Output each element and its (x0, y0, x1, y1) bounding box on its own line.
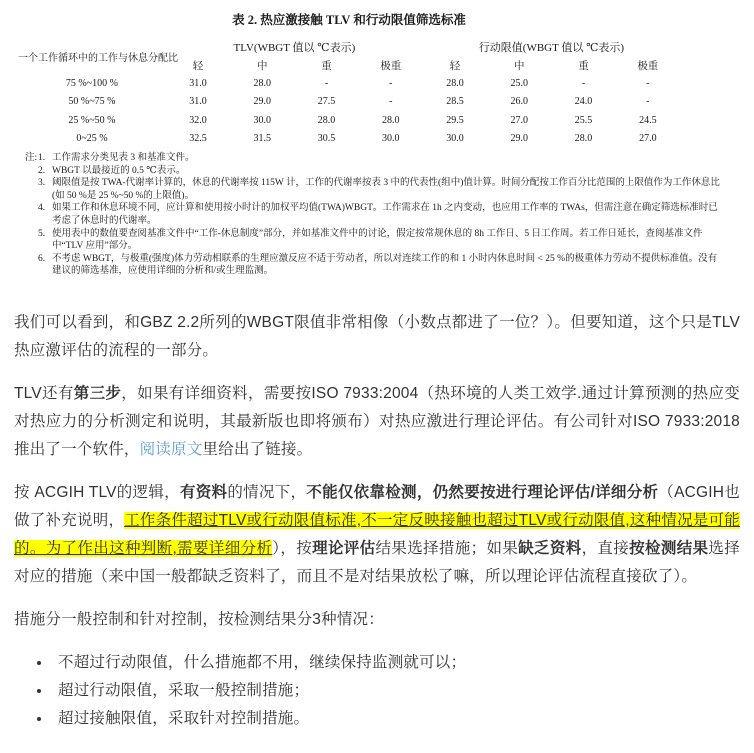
cell: 31.0 (189, 96, 207, 108)
col-header-light-tlv: 轻 (192, 60, 204, 72)
cell: - (581, 77, 586, 89)
action-limit-group-header: 行动限值(WBGT 值以 ℃表示) (478, 42, 625, 54)
cell: 26.0 (510, 96, 529, 108)
bold-not-only-testing: 不能仅依靠检测，仍然要按进行理论评估/详细分析 (306, 483, 659, 501)
row-label: 75 %~100 % (65, 77, 118, 89)
note-text: 工作需求分类见表 3 和基准文件。 (52, 153, 195, 163)
text-segment: ，直接 (581, 539, 630, 557)
cell: - (646, 96, 650, 108)
cell: 30.0 (446, 133, 464, 145)
table-note (38, 152, 724, 165)
note-text: 不考虑 WBGT，与极重(强度)体力劳动相联系的生理应激反应不适于劳动者，所以对连续工作的和 1 小时内休息时间 < 25 %的极重体力劳动不提供标准值。没有建议的筛选基准，应使用详细的分析和/或生理监测。 (52, 253, 718, 277)
text-segment: 的情况下， (227, 483, 307, 501)
table-row (18, 130, 680, 149)
highlighted-note: 工作条件超过TLV或行动限值标准,不一定反映接触也超过TLV或行动限值,这种情况是可能的。为了作出这种判断,需要详细分析 (14, 511, 740, 557)
cell: 24.0 (574, 96, 593, 108)
col-header-veryheavy-al: 极重 (637, 60, 659, 72)
table-note (38, 202, 724, 227)
table-note (38, 253, 724, 278)
cell: - (324, 77, 329, 89)
cell: 27.0 (510, 114, 529, 126)
cell: 30.0 (382, 133, 400, 145)
tlv-table-section (0, 0, 754, 278)
table-row (18, 93, 680, 112)
cell: 28.0 (446, 77, 464, 89)
cell: 29.0 (253, 96, 272, 108)
bold-lack-of-data: 缺乏资料 (518, 539, 582, 557)
note-text: WBGT 以最接近的 0.5 ℃表示。 (52, 165, 186, 176)
note-number: 5. (38, 228, 46, 239)
table-notes (25, 152, 724, 278)
note-number: 3. (38, 178, 46, 189)
col-header-veryheavy-tlv: 极重 (380, 60, 402, 72)
paragraph-measures-intro: 措施分一般控制和针对控制，按检测结果分3种情况： (14, 610, 384, 628)
cell: 28.0 (382, 114, 400, 126)
col-header-light-al: 轻 (449, 60, 461, 72)
paragraph-observation: 我们可以看到，和GBZ 2.2所列的WBGT限值非常相像（小数点都进了一位？）。但要知道，这个只是TLV热应激评估的流程的一部分。 (14, 313, 740, 359)
cell: - (646, 77, 650, 89)
cell: - (389, 77, 393, 89)
note-number: 6. (38, 253, 46, 264)
cell: 27.0 (639, 133, 657, 145)
tlv-group-header: TLV(WBGT 值以 ℃表示) (233, 42, 356, 54)
measure-cases-list (14, 649, 740, 733)
cell: 30.5 (317, 133, 336, 145)
note-number: 4. (38, 203, 46, 214)
cell: 25.0 (510, 77, 529, 89)
bold-theoretical-eval: 理论评估 (312, 539, 376, 557)
text-segment: 结果选择措施；如果 (375, 539, 519, 557)
table-group-header-row (18, 38, 680, 56)
cell: 28.0 (574, 133, 593, 145)
cell: 27.5 (317, 96, 336, 108)
text-segment: ，如果有详细资料，需要按ISO 7933:2004（热环境的人类工效学.通过计算预测的热应变对热应力的分析测定和说明，其最新版也即将颁布）对热应激进行理论评估。有公司针对ISO 7933:2018推出了一个软件， (14, 384, 740, 458)
cell: 24.5 (639, 114, 657, 126)
table-title: 表 2. 热应激接触 TLV 和行动限值筛选标准 (232, 13, 466, 27)
paragraph-acgih-logic (14, 479, 740, 591)
table-row (18, 111, 680, 130)
cell: 28.0 (253, 77, 272, 89)
cell: 29.0 (510, 133, 529, 145)
bold-third-step: 第三步 (73, 384, 122, 402)
row-label: 50 %~75 % (68, 96, 116, 108)
table-corner-header: 一个工作循环中的工作与休息分配比 (18, 52, 178, 64)
row-label: 25 %~50 % (68, 114, 116, 126)
list-item-above-action-limit: • 超过行动限值，采取一般控制措施； (52, 677, 740, 705)
bold-has-data: 有资料 (179, 483, 228, 501)
col-header-moderate-al: 中 (514, 60, 525, 72)
table-note (38, 165, 724, 178)
cell: 29.5 (446, 114, 464, 126)
cell: 28.5 (446, 96, 464, 108)
col-header-heavy-al: 重 (578, 60, 589, 72)
col-header-moderate-tlv: 中 (257, 60, 268, 72)
cell: 31.0 (189, 77, 207, 89)
paragraph-third-step (14, 380, 740, 464)
article-body (0, 309, 754, 733)
note-text: 如果工作和休息环境不同，应计算和使用按小时计的加权平均值(TWA)WBGT。工作需求在 1h 之内变动，也应用工作率的 TWAs，但需注意在确定筛选标准时已考虑了休息时的代谢率。 (52, 203, 718, 226)
cell: 25.5 (574, 114, 593, 126)
text-segment: ），按 (272, 539, 313, 557)
cell: 30.0 (253, 114, 272, 126)
note-number: 2. (38, 165, 46, 176)
note-text: 使用表中的数值要查阅基准文件中“工作-休息制度”部分，并如基准文件中的讨论，假定按常规休息的 8h 工作日、5 日工作周。若工作日延长，查阅基准文件中“TLV 应用”部分。 (52, 228, 703, 252)
text-segment: TLV还有 (14, 384, 74, 402)
cell: 32.5 (189, 133, 207, 145)
text-segment: 按 ACGIH TLV的逻辑， (14, 483, 180, 501)
note-text: 阈限值是按 TWA-代谢率计算的，休息的代谢率按 115W 计，工作的代谢率按表 3 中的代表性(组中)值计算。时间分配按工作百分比范围的上限值作为工作休息比(如 50 %是 25 %~50 %的上限值)。 (52, 178, 720, 201)
text-segment: 里给出了链接。 (202, 440, 313, 458)
list-item-below-action-limit: • 不超过行动限值，什么措施都不用，继续保持监测就可以； (52, 649, 740, 677)
table-note (38, 228, 724, 253)
table-note (38, 177, 724, 202)
cell: - (389, 96, 393, 108)
cell: 31.5 (253, 133, 272, 145)
tlv-limits-table (18, 38, 680, 148)
cell: 32.0 (189, 114, 207, 126)
text-segment: （ACGIH也做了补充说明， (14, 483, 740, 529)
text-segment: 选择对应的措施（来中国一般都缺乏资料了，而且不是对结果放松了嘛，所以理论评估流程直接砍了）。 (14, 539, 740, 585)
col-header-heavy-tlv: 重 (321, 60, 332, 72)
table-row (18, 74, 680, 93)
notes-prefix: 注: (25, 153, 38, 163)
list-item-above-exposure-limit: • 超过接触限值，采取针对控制措施。 (52, 705, 740, 733)
row-label: 0~25 % (76, 133, 108, 145)
read-original-link[interactable]: 阅读原文 (139, 440, 203, 458)
cell: 28.0 (317, 114, 336, 126)
note-number: 1. (38, 153, 46, 163)
bold-by-test-result: 按检测结果 (629, 539, 709, 557)
